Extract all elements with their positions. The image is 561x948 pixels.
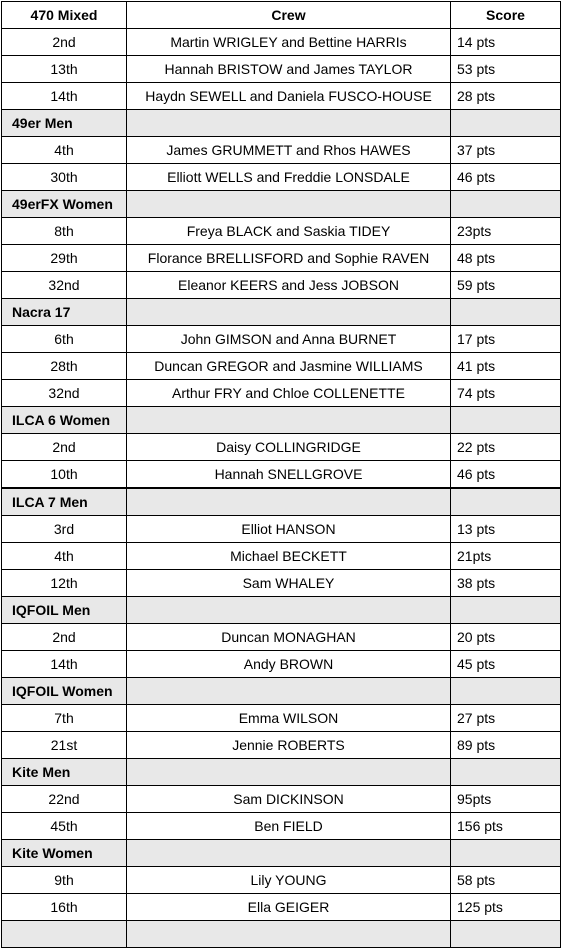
score-cell: 48 pts xyxy=(451,245,561,272)
table-row xyxy=(2,543,561,570)
table-row xyxy=(2,894,561,921)
empty-cell xyxy=(451,110,561,137)
score-cell: 23pts xyxy=(451,218,561,245)
crew-cell: Freya BLACK and Saskia TIDEY xyxy=(127,218,451,245)
score-cell: 46 pts xyxy=(451,164,561,191)
position-cell: 45th xyxy=(2,813,127,840)
score-cell: 46 pts xyxy=(451,461,561,489)
empty-cell xyxy=(451,488,561,516)
table-row xyxy=(2,218,561,245)
position-cell: 4th xyxy=(2,137,127,164)
class-group-row xyxy=(2,840,561,867)
class-group-row xyxy=(2,759,561,786)
empty-cell xyxy=(127,191,451,218)
empty-cell xyxy=(127,840,451,867)
empty-cell xyxy=(127,759,451,786)
crew-cell: John GIMSON and Anna BURNET xyxy=(127,326,451,353)
table-row xyxy=(2,164,561,191)
score-cell: 22 pts xyxy=(451,434,561,461)
score-cell: 14 pts xyxy=(451,29,561,56)
results-body xyxy=(2,2,561,948)
position-cell: 13th xyxy=(2,56,127,83)
empty-cell xyxy=(451,191,561,218)
score-cell: 74 pts xyxy=(451,380,561,407)
score-cell: 13 pts xyxy=(451,516,561,543)
crew-cell: Florance BRELLISFORD and Sophie RAVEN xyxy=(127,245,451,272)
score-cell: 38 pts xyxy=(451,570,561,597)
table-row xyxy=(2,56,561,83)
crew-cell: Duncan GREGOR and Jasmine WILLIAMS xyxy=(127,353,451,380)
empty-cell xyxy=(127,299,451,326)
empty-cell xyxy=(127,488,451,516)
class-name-cell: ILCA 6 Women xyxy=(2,407,127,434)
class-group-row xyxy=(2,488,561,516)
class-name-cell: IQFOIL Women xyxy=(2,678,127,705)
score-header: Score xyxy=(451,2,561,29)
score-cell: 41 pts xyxy=(451,353,561,380)
table-row xyxy=(2,380,561,407)
table-row xyxy=(2,651,561,678)
position-cell: 12th xyxy=(2,570,127,597)
position-cell: 4th xyxy=(2,543,127,570)
class-group-row xyxy=(2,597,561,624)
class-name-cell: 49erFX Women xyxy=(2,191,127,218)
empty-cell xyxy=(127,110,451,137)
empty-cell xyxy=(451,299,561,326)
table-row xyxy=(2,83,561,110)
class-group-row xyxy=(2,110,561,137)
crew-cell: Sam WHALEY xyxy=(127,570,451,597)
score-cell: 58 pts xyxy=(451,867,561,894)
empty-cell xyxy=(451,597,561,624)
empty-cell xyxy=(127,921,451,948)
position-cell: 32nd xyxy=(2,380,127,407)
score-cell: 17 pts xyxy=(451,326,561,353)
empty-cell xyxy=(451,759,561,786)
class-group-row xyxy=(2,678,561,705)
crew-cell: Jennie ROBERTS xyxy=(127,732,451,759)
results-table xyxy=(1,1,561,948)
class-name-cell: IQFOIL Men xyxy=(2,597,127,624)
score-cell: 20 pts xyxy=(451,624,561,651)
empty-cell xyxy=(451,840,561,867)
table-row xyxy=(2,29,561,56)
crew-cell: Martin WRIGLEY and Bettine HARRIs xyxy=(127,29,451,56)
crew-cell: Elliott WELLS and Freddie LONSDALE xyxy=(127,164,451,191)
table-row xyxy=(2,813,561,840)
crew-cell: Michael BECKETT xyxy=(127,543,451,570)
empty-cell xyxy=(451,921,561,948)
class-header: 470 Mixed xyxy=(2,2,127,29)
crew-header: Crew xyxy=(127,2,451,29)
table-row xyxy=(2,786,561,813)
crew-cell: Duncan MONAGHAN xyxy=(127,624,451,651)
position-cell: 6th xyxy=(2,326,127,353)
table-row xyxy=(2,326,561,353)
position-cell: 21st xyxy=(2,732,127,759)
table-row xyxy=(2,732,561,759)
crew-cell: James GRUMMETT and Rhos HAWES xyxy=(127,137,451,164)
score-cell: 27 pts xyxy=(451,705,561,732)
position-cell: 8th xyxy=(2,218,127,245)
position-cell: 2nd xyxy=(2,624,127,651)
position-cell: 7th xyxy=(2,705,127,732)
position-cell: 2nd xyxy=(2,29,127,56)
class-name-cell: Kite Women xyxy=(2,840,127,867)
crew-cell: Emma WILSON xyxy=(127,705,451,732)
crew-cell: Ben FIELD xyxy=(127,813,451,840)
score-cell: 28 pts xyxy=(451,83,561,110)
class-group-row xyxy=(2,299,561,326)
empty-cell xyxy=(127,407,451,434)
table-row xyxy=(2,461,561,489)
header-row xyxy=(2,2,561,29)
empty-cell xyxy=(127,678,451,705)
table-row xyxy=(2,434,561,461)
crew-cell: Lily YOUNG xyxy=(127,867,451,894)
score-cell: 59 pts xyxy=(451,272,561,299)
class-name-cell: Nacra 17 xyxy=(2,299,127,326)
crew-cell: Eleanor KEERS and Jess JOBSON xyxy=(127,272,451,299)
crew-cell: Hannah BRISTOW and James TAYLOR xyxy=(127,56,451,83)
score-cell: 53 pts xyxy=(451,56,561,83)
position-cell: 28th xyxy=(2,353,127,380)
class-name-cell: 49er Men xyxy=(2,110,127,137)
table-row xyxy=(2,137,561,164)
position-cell: 30th xyxy=(2,164,127,191)
position-cell: 32nd xyxy=(2,272,127,299)
score-cell: 45 pts xyxy=(451,651,561,678)
score-cell: 125 pts xyxy=(451,894,561,921)
position-cell: 10th xyxy=(2,461,127,489)
class-name-cell: Kite Men xyxy=(2,759,127,786)
position-cell: 3rd xyxy=(2,516,127,543)
position-cell: 29th xyxy=(2,245,127,272)
crew-cell: Elliot HANSON xyxy=(127,516,451,543)
empty-cell xyxy=(451,407,561,434)
position-cell: 14th xyxy=(2,83,127,110)
position-cell: 14th xyxy=(2,651,127,678)
empty-cell xyxy=(127,597,451,624)
table-row xyxy=(2,353,561,380)
crew-cell: Ella GEIGER xyxy=(127,894,451,921)
crew-cell: Haydn SEWELL and Daniela FUSCO-HOUSE xyxy=(127,83,451,110)
table-row xyxy=(2,705,561,732)
empty-cell xyxy=(451,678,561,705)
class-group-row xyxy=(2,191,561,218)
class-group-row xyxy=(2,407,561,434)
score-cell: 89 pts xyxy=(451,732,561,759)
crew-cell: Arthur FRY and Chloe COLLENETTE xyxy=(127,380,451,407)
table-row xyxy=(2,272,561,299)
position-cell: 16th xyxy=(2,894,127,921)
score-cell: 37 pts xyxy=(451,137,561,164)
crew-cell: Daisy COLLINGRIDGE xyxy=(127,434,451,461)
position-cell: 9th xyxy=(2,867,127,894)
table-row xyxy=(2,867,561,894)
table-row xyxy=(2,624,561,651)
table-row xyxy=(2,570,561,597)
position-cell: 22nd xyxy=(2,786,127,813)
table-row xyxy=(2,516,561,543)
empty-footer-row xyxy=(2,921,561,948)
crew-cell: Hannah SNELLGROVE xyxy=(127,461,451,489)
crew-cell: Sam DICKINSON xyxy=(127,786,451,813)
score-cell: 156 pts xyxy=(451,813,561,840)
crew-cell: Andy BROWN xyxy=(127,651,451,678)
score-cell: 21pts xyxy=(451,543,561,570)
empty-cell xyxy=(2,921,127,948)
score-cell: 95pts xyxy=(451,786,561,813)
table-row xyxy=(2,245,561,272)
position-cell: 2nd xyxy=(2,434,127,461)
class-name-cell: ILCA 7 Men xyxy=(2,488,127,516)
